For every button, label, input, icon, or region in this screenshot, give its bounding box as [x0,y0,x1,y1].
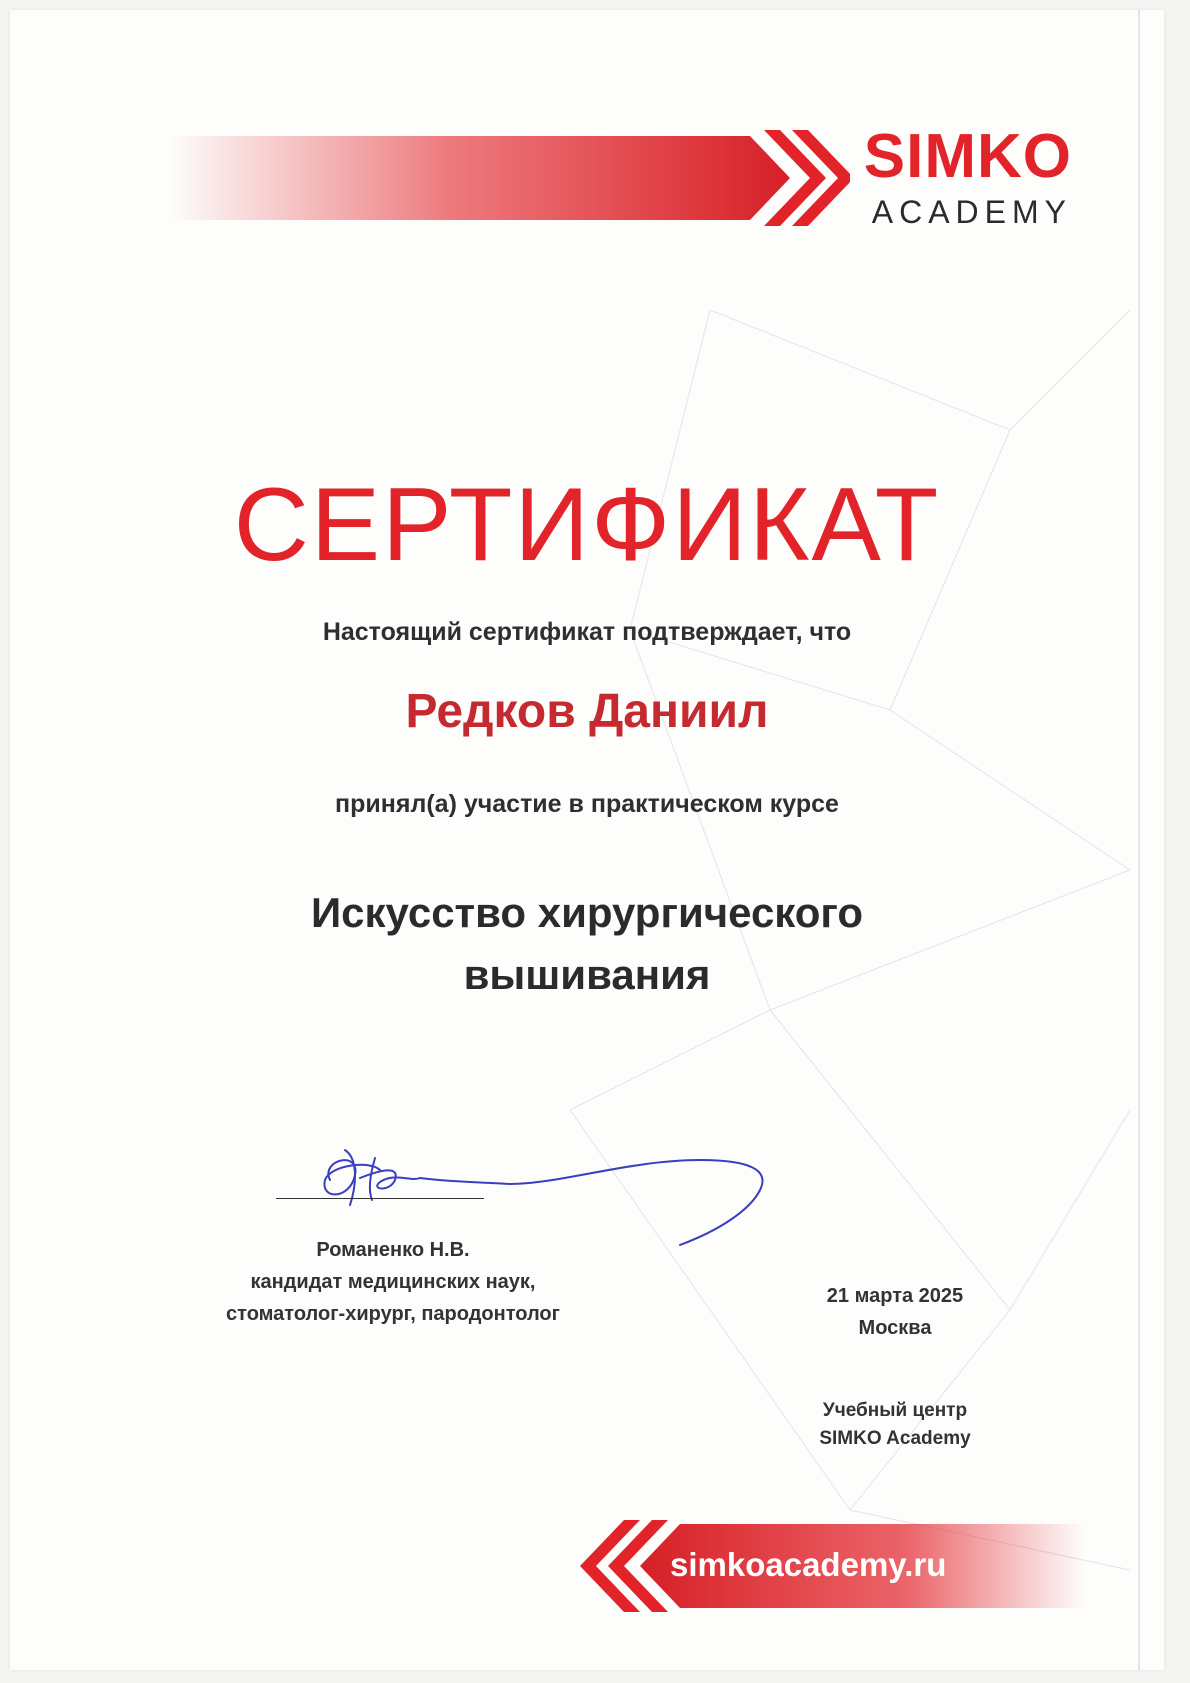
participation-text: принял(а) участие в практическом курсе [335,790,839,818]
issuer-line-2: SIMKO Academy [819,1428,971,1449]
issue-date: 21 марта 2025 [826,1285,964,1307]
logo-simko-text: SIMKO [863,122,1072,191]
confirm-text: Настоящий сертификат подтверждает, что [322,618,852,646]
issuer-block [780,1397,1010,1453]
issue-date-block [780,1280,1010,1344]
signer-degree: кандидат медицинских наук, [250,1271,536,1293]
page-edge [1138,10,1140,1670]
signer-position: стоматолог-хирург, пародонтолог [226,1303,560,1325]
signature-line [276,1198,484,1199]
course-title-line-2: вышивания [463,951,711,998]
recipient-name: Редков Даниил [405,685,769,738]
course-title-line-1: Искусство хирургического [310,889,864,936]
logo-academy-text: ACADEMY [871,194,1072,230]
top-red-band [170,128,850,228]
website-link[interactable]: simkoacademy.ru [670,1546,947,1583]
signer-block [178,1234,608,1330]
certificate-sheet [10,10,1164,1670]
simko-academy-logo [863,122,1072,232]
signer-name: Романенко Н.В. [316,1239,470,1261]
issuer-line-1: Учебный центр [822,1400,968,1421]
handwritten-signature [300,1120,800,1250]
certificate-title: СЕРТИФИКАТ [233,467,941,583]
course-title [10,882,1164,1006]
issue-city: Москва [858,1317,932,1339]
